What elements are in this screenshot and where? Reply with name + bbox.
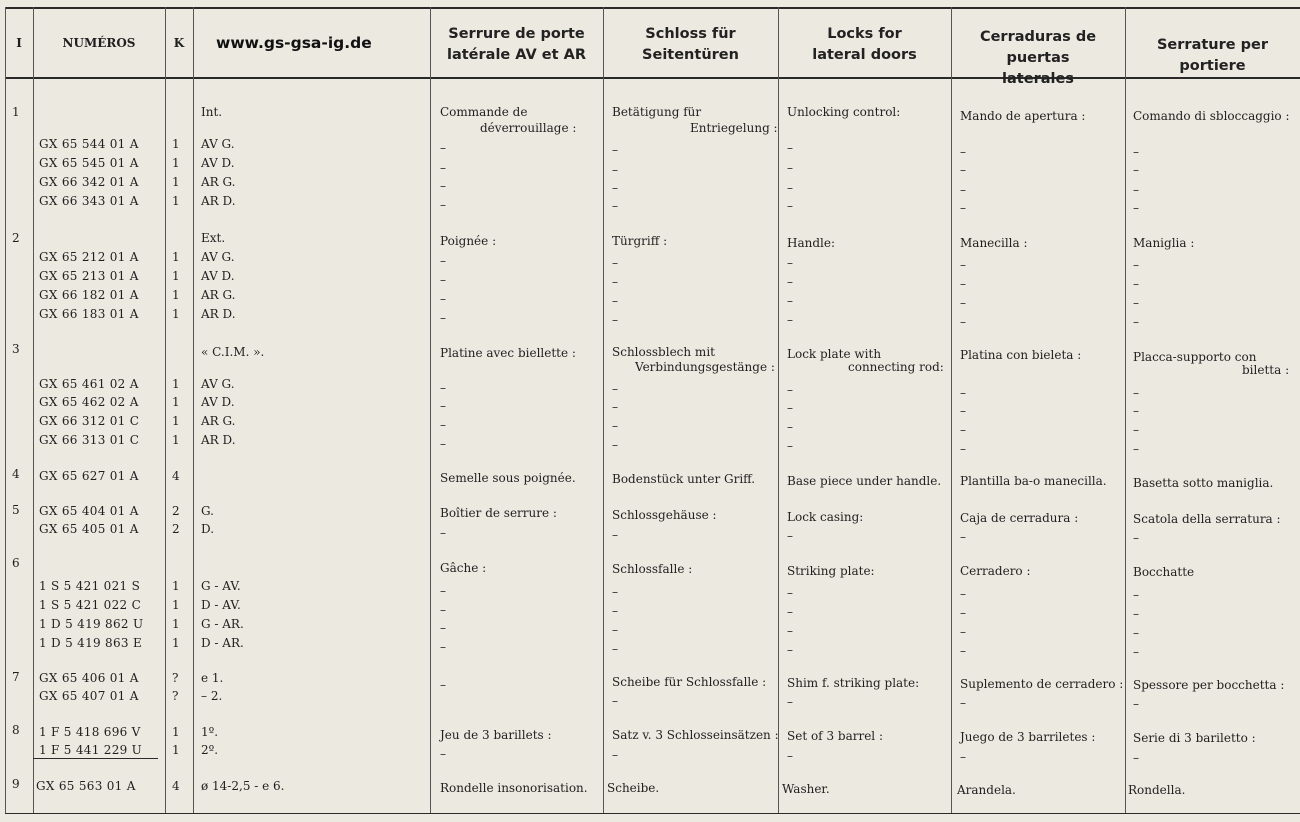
dash: – — [787, 624, 793, 638]
dash: – — [612, 604, 618, 618]
header-italian: Serrature per portiere — [1156, 37, 1268, 74]
text-es: Mando de apertura : — [960, 109, 1086, 123]
dash: – — [1133, 201, 1139, 215]
text-it: Comando di sbloccaggio : — [1133, 109, 1290, 123]
header-french-line: latérale AV et AR — [446, 47, 587, 63]
dash: – — [1133, 697, 1139, 711]
part-number: 1 S 5 421 021 S — [39, 579, 141, 593]
column-divider — [165, 7, 166, 813]
text-en: Handle: — [787, 236, 836, 250]
dash: – — [960, 442, 966, 456]
header-k: K — [173, 36, 185, 50]
quantity: 1 — [172, 288, 180, 302]
header-german-line: Schloss für — [645, 26, 736, 42]
dash: – — [440, 198, 446, 212]
quantity: 1 — [172, 269, 180, 283]
dash: – — [787, 605, 793, 619]
header-german-line: Seitentüren — [642, 47, 739, 63]
quantity: 1 — [172, 579, 180, 593]
dash: – — [440, 311, 446, 325]
dash: – — [787, 529, 793, 543]
quantity: 1 — [172, 175, 180, 189]
dash: – — [787, 383, 793, 397]
part-number: 1 D 5 419 862 U — [39, 617, 144, 631]
part-number: GX 65 462 02 A — [39, 395, 139, 409]
dash: – — [612, 623, 618, 637]
table-bottom-rule — [5, 813, 1300, 814]
item-description: 2º. — [201, 743, 219, 757]
item-8-underline — [33, 758, 158, 759]
item-description: AR G. — [201, 288, 236, 302]
dash: – — [440, 161, 446, 175]
dash: – — [1133, 531, 1139, 545]
column-divider — [1125, 7, 1126, 813]
text-de: Türgriff : — [612, 234, 668, 248]
item-number: 3 — [12, 342, 20, 356]
part-number: 1 F 5 441 229 U — [39, 743, 143, 757]
text-de: Entriegelung : — [690, 121, 778, 135]
text-it: Placca-supporto con — [1133, 350, 1257, 364]
dash: – — [612, 382, 618, 396]
dash: – — [960, 696, 966, 710]
quantity: 1 — [172, 395, 180, 409]
quantity: 2 — [172, 522, 180, 536]
item-description: AV G. — [201, 250, 235, 264]
dash: – — [787, 439, 793, 453]
dash: – — [1133, 607, 1139, 621]
dash: – — [612, 400, 618, 414]
text-de: Satz v. 3 Schlosseinsätzen : — [612, 728, 779, 742]
item-description: G. — [201, 504, 214, 518]
text-es: Cerradero : — [960, 564, 1031, 578]
dash: – — [1133, 277, 1139, 291]
dash: – — [440, 678, 446, 692]
text-en: Unlocking control: — [787, 105, 901, 119]
column-divider — [33, 7, 34, 813]
header-french-line: Serrure de porte — [448, 26, 585, 42]
dash: – — [787, 199, 793, 213]
text-fr: Platine avec biellette : — [440, 346, 576, 360]
dash: – — [960, 750, 966, 764]
dash: – — [440, 381, 446, 395]
header-spanish-line: laterales — [1002, 71, 1074, 87]
dash: – — [1133, 626, 1139, 640]
website-watermark[interactable]: www.gs-gsa-ig.de — [216, 34, 372, 52]
item-number: 2 — [12, 231, 20, 245]
dash: – — [612, 275, 618, 289]
dash: – — [960, 258, 966, 272]
part-number: GX 65 545 01 A — [39, 156, 139, 170]
item-number: 8 — [12, 723, 20, 737]
part-number: GX 66 342 01 A — [39, 175, 139, 189]
item-description: Ext. — [201, 231, 226, 245]
column-divider — [603, 7, 604, 813]
text-es: Suplemento de cerradero : — [960, 677, 1124, 691]
dash: – — [1133, 258, 1139, 272]
part-number: 1 D 5 419 863 E — [39, 636, 143, 650]
part-number: 1 F 5 418 696 V — [39, 725, 141, 739]
dash: – — [440, 254, 446, 268]
dash: – — [440, 603, 446, 617]
text-es: Caja de cerradura : — [960, 511, 1079, 525]
item-number: 9 — [12, 777, 20, 791]
text-it: Spessore per bocchetta : — [1133, 678, 1285, 692]
text-fr: Boîtier de serrure : — [440, 506, 557, 520]
item-description: G - AV. — [201, 579, 241, 593]
dash: – — [787, 420, 793, 434]
dash: – — [960, 606, 966, 620]
dash: – — [1133, 423, 1139, 437]
part-number: GX 66 313 01 C — [39, 433, 140, 447]
column-divider — [5, 7, 6, 813]
item-number: 7 — [12, 670, 20, 684]
text-es: Juego de 3 barriletes : — [960, 730, 1096, 744]
item-description: 1º. — [201, 725, 219, 739]
item-description: – 2. — [201, 689, 223, 703]
part-number: GX 65 213 01 A — [39, 269, 139, 283]
dash: – — [960, 625, 966, 639]
quantity: 4 — [172, 469, 180, 483]
text-es: Manecilla : — [960, 236, 1028, 250]
header-numbers: NUMÉROS — [62, 36, 136, 50]
part-number: GX 66 182 01 A — [39, 288, 139, 302]
dash: – — [1133, 163, 1139, 177]
item-description: AV G. — [201, 377, 235, 391]
dash: – — [1133, 296, 1139, 310]
dash: – — [960, 163, 966, 177]
text-de: Bodenstück unter Griff. — [612, 472, 756, 486]
part-number: GX 65 212 01 A — [39, 250, 139, 264]
text-fr: Commande de — [440, 105, 528, 119]
item-number: 5 — [12, 503, 20, 517]
part-number: GX 65 407 01 A — [39, 689, 139, 703]
quantity: 4 — [172, 779, 180, 793]
part-number: GX 65 405 01 A — [39, 522, 139, 536]
text-en: Shim f. striking plate: — [787, 676, 920, 690]
item-description: AR G. — [201, 175, 236, 189]
quantity: 1 — [172, 743, 180, 757]
quantity: ? — [172, 671, 179, 685]
text-fr: Jeu de 3 barillets : — [440, 728, 552, 742]
dash: – — [960, 277, 966, 291]
quantity: 1 — [172, 414, 180, 428]
dash: – — [960, 404, 966, 418]
text-it: biletta : — [1242, 363, 1290, 377]
dash: – — [787, 181, 793, 195]
dash: – — [960, 386, 966, 400]
quantity: 1 — [172, 137, 180, 151]
dash: – — [787, 586, 793, 600]
quantity: 1 — [172, 725, 180, 739]
column-divider — [430, 7, 431, 813]
text-de: Schlossfalle : — [612, 562, 693, 576]
dash: – — [1133, 386, 1139, 400]
dash: – — [960, 315, 966, 329]
text-en: Striking plate: — [787, 564, 875, 578]
header-french — [430, 24, 603, 66]
dash: – — [440, 621, 446, 635]
dash: – — [612, 313, 618, 327]
item-description: D - AV. — [201, 598, 241, 612]
text-en: Base piece under handle. — [787, 474, 942, 488]
text-es: Platina con bieleta : — [960, 348, 1082, 362]
item-description: e 1. — [201, 671, 224, 685]
dash: – — [440, 273, 446, 287]
part-number: GX 65 563 01 A — [36, 779, 136, 793]
dash: – — [960, 587, 966, 601]
text-it: Bocchatte — [1133, 565, 1195, 579]
item-description: D. — [201, 522, 215, 536]
table-top-rule — [5, 7, 1300, 9]
quantity: 1 — [172, 377, 180, 391]
item-description: AV D. — [201, 156, 235, 170]
header-english-line: lateral doors — [812, 47, 917, 63]
dash: – — [960, 201, 966, 215]
dash: – — [612, 419, 618, 433]
dash: – — [1133, 145, 1139, 159]
dash: – — [440, 141, 446, 155]
dash: – — [787, 643, 793, 657]
text-de: Scheibe. — [607, 781, 660, 795]
dash: – — [787, 749, 793, 763]
dash: – — [1133, 442, 1139, 456]
item-description: ø 14-2,5 - e 6. — [201, 779, 285, 793]
text-fr: déverrouillage : — [480, 121, 577, 135]
dash: – — [787, 313, 793, 327]
dash: – — [612, 528, 618, 542]
part-number: GX 65 461 02 A — [39, 377, 139, 391]
column-divider — [951, 7, 952, 813]
part-number: GX 65 404 01 A — [39, 504, 139, 518]
item-number: 1 — [12, 105, 20, 119]
item-description: AR D. — [201, 194, 236, 208]
header-german — [603, 24, 778, 66]
quantity: 1 — [172, 617, 180, 631]
dash: – — [1133, 315, 1139, 329]
item-description: AV G. — [201, 137, 235, 151]
text-en: Lock casing: — [787, 510, 864, 524]
dash: – — [440, 526, 446, 540]
text-it: Serie di 3 bariletto : — [1133, 731, 1256, 745]
item-description: AV D. — [201, 269, 235, 283]
header-spanish-line: Cerraduras de puertas — [979, 29, 1097, 66]
text-it: Rondella. — [1128, 783, 1186, 797]
quantity: 1 — [172, 194, 180, 208]
header-spanish — [951, 27, 1125, 90]
dash: – — [440, 437, 446, 451]
dash: – — [440, 747, 446, 761]
quantity: 2 — [172, 504, 180, 518]
dash: – — [612, 642, 618, 656]
text-de: Schlossblech mit — [612, 345, 715, 359]
part-number: 1 S 5 421 022 C — [39, 598, 142, 612]
item-description: AR D. — [201, 307, 236, 321]
text-en: Set of 3 barrel : — [787, 729, 883, 743]
header-english — [778, 24, 951, 66]
column-divider — [778, 7, 779, 813]
dash: – — [787, 141, 793, 155]
text-it: Scatola della serratura : — [1133, 512, 1281, 526]
dash: – — [960, 644, 966, 658]
dash: – — [612, 438, 618, 452]
quantity: 1 — [172, 598, 180, 612]
part-number: GX 66 343 01 A — [39, 194, 139, 208]
dash: – — [787, 695, 793, 709]
quantity: 1 — [172, 307, 180, 321]
dash: – — [440, 584, 446, 598]
part-number: GX 66 312 01 C — [39, 414, 140, 428]
item-number: 6 — [12, 556, 20, 570]
dash: – — [612, 585, 618, 599]
dash: – — [1133, 588, 1139, 602]
text-en: Washer. — [782, 782, 830, 796]
header-index: I — [16, 36, 22, 50]
text-es: Arandela. — [957, 783, 1016, 797]
dash: – — [787, 294, 793, 308]
dash: – — [440, 399, 446, 413]
dash: – — [612, 748, 618, 762]
dash: – — [1133, 404, 1139, 418]
dash: – — [960, 296, 966, 310]
dash: – — [960, 145, 966, 159]
quantity: ? — [172, 689, 179, 703]
dash: – — [612, 181, 618, 195]
item-description: AR D. — [201, 433, 236, 447]
dash: – — [612, 256, 618, 270]
text-fr: Poignée : — [440, 234, 497, 248]
text-fr: Semelle sous poignée. — [440, 471, 576, 485]
text-it: Basetta sotto maniglia. — [1133, 476, 1274, 490]
text-it: Maniglia : — [1133, 236, 1195, 250]
quantity: 1 — [172, 636, 180, 650]
dash: – — [787, 256, 793, 270]
dash: – — [960, 423, 966, 437]
item-description: AV D. — [201, 395, 235, 409]
dash: – — [787, 161, 793, 175]
text-es: Plantilla ba-o manecilla. — [960, 474, 1107, 488]
text-fr: Rondelle insonorisation. — [440, 781, 588, 795]
header-english-line: Locks for — [827, 26, 902, 42]
part-number: GX 65 406 01 A — [39, 671, 139, 685]
text-fr: Gâche : — [440, 561, 487, 575]
column-divider — [193, 7, 194, 813]
dash: – — [960, 530, 966, 544]
dash: – — [1133, 751, 1139, 765]
dash: – — [440, 292, 446, 306]
part-number: GX 65 544 01 A — [39, 137, 139, 151]
dash: – — [612, 694, 618, 708]
dash: – — [612, 294, 618, 308]
text-en: connecting rod: — [848, 360, 944, 374]
dash: – — [787, 401, 793, 415]
item-description: G - AR. — [201, 617, 244, 631]
quantity: 1 — [172, 433, 180, 447]
quantity: 1 — [172, 156, 180, 170]
dash: – — [1133, 183, 1139, 197]
item-description: AR G. — [201, 414, 236, 428]
dash: – — [440, 418, 446, 432]
quantity: 1 — [172, 250, 180, 264]
dash: – — [787, 275, 793, 289]
dash: – — [440, 179, 446, 193]
item-description: « C.I.M. ». — [201, 345, 265, 359]
text-en: Lock plate with — [787, 347, 882, 361]
text-de: Scheibe für Schlossfalle : — [612, 675, 767, 689]
dash: – — [440, 640, 446, 654]
part-number: GX 65 627 01 A — [39, 469, 139, 483]
item-description: Int. — [201, 105, 223, 119]
text-de: Betätigung für — [612, 105, 702, 119]
item-number: 4 — [12, 467, 20, 481]
dash: – — [612, 199, 618, 213]
dash: – — [612, 163, 618, 177]
text-de: Verbindungsgestänge : — [635, 360, 775, 374]
text-de: Schlossgehäuse : — [612, 508, 717, 522]
dash: – — [960, 183, 966, 197]
part-number: GX 66 183 01 A — [39, 307, 139, 321]
item-description: D - AR. — [201, 636, 244, 650]
dash: – — [1133, 645, 1139, 659]
dash: – — [612, 143, 618, 157]
